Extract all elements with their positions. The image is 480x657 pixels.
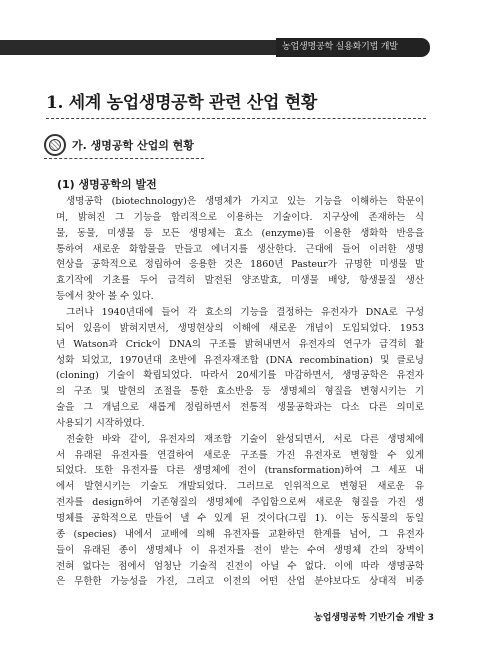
section-bullet-icon	[44, 134, 66, 156]
body-line: 물, 동물, 미생물 등 모든 생명체는 효소 (enzyme)를 이용한 생화학 반응을	[56, 227, 424, 239]
section-title: 가. 생명공학 산업의 현황	[72, 139, 194, 152]
body-line: 전술한 바와 같이, 유전자의 재조합 기술이 완성되면서, 서로 다른 생명체에	[66, 433, 424, 445]
running-header: 농업생명공학 실용화기법 개발	[282, 42, 398, 52]
chapter-title: 1. 세계 농업생명공학 관련 산업 현황	[46, 93, 317, 113]
body-line: 현상을 공학적으로 정립하여 응용한 것은 1860년 Pasteur가 규명한 미생물 발	[56, 259, 424, 271]
body-line: 그러나 1940년대에 들어 각 효소의 기능을 결정하는 유전자가 DNA로 구성	[66, 306, 424, 318]
body-line: 년 Watson과 Crick이 DNA의 구조를 밝혀내면서 유전자의 연구가 급격히 활	[56, 338, 424, 350]
page-footer: 농업생명공학 기반기술 개발 3	[314, 613, 434, 623]
title-divider	[46, 118, 426, 119]
body-line: 술을 그 개념으로 새롭게 정립하면서 전통적 생물공학과는 다소 다른 의미로	[56, 402, 424, 414]
body-line: 에서 발현시키는 기술도 개발되었다. 그러므로 인위적으로 변형된 새로운 유	[56, 481, 424, 493]
section-divider	[44, 158, 204, 159]
body-line: 생명공학 (biotechnology)은 생명체가 가지고 있는 기능을 이해하는 학문이	[66, 196, 424, 207]
body-line: 종 (species) 내에서 교배에 의해 유전자를 교환하던 한계를 넘어, 그 유전자	[56, 528, 424, 540]
body-line: 은 무한한 가능성을 가진, 그리고 이전의 어떤 산업 분야보다도 상대적 비중	[56, 576, 424, 588]
body-line: 전혀 없다는 점에서 엄청난 기술적 진전이 아닐 수 없다. 이에 따라 생명공학	[56, 560, 424, 572]
body-line: 등에서 찾아 볼 수 있다.	[56, 291, 154, 303]
body-line: 들이 유래된 종이 생명체나 이 유전자를 전이 받는 수여 생명체 간의 장벽이	[56, 544, 424, 556]
body-line: 되었다. 또한 유전자를 다른 생명체에 전이 (transformation)하여 그 세포 내	[56, 465, 424, 477]
body-line: 명체를 공학적으로 만들어 낼 수 있게 된 것이다(그림 1). 이는 동식물의 동일	[56, 513, 424, 524]
body-line: 성화 되었고, 1970년대 초반에 유전자재조합 (DNA recombination) 및 클로닝	[56, 354, 424, 366]
body-line: 서 유래된 유전자를 연결하여 새로운 구조를 가진 유전자로 변형할 수 있게	[56, 449, 424, 461]
body-line: 사용되기 시작하였다.	[56, 417, 145, 429]
body-line: 통하여 새로운 화합물을 만들고 에너지를 생산한다. 근대에 들어 이러한 생명	[56, 243, 424, 255]
body-line: 의 구조 및 발현의 조절을 통한 효소반응 등 생명체의 형질을 변형시키는 기	[56, 386, 424, 398]
body-line: 되어 있음이 밝혀지면서, 생명현상의 이해에 새로운 개념이 도입되었다. 1953	[56, 322, 424, 334]
body-line: (cloning) 기술이 확립되었다. 따라서 20세기를 마감하면서, 생명공학은 유전자	[56, 370, 424, 382]
body-line: 며, 밝혀진 그 기능을 합리적으로 이용하는 기술이다. 지구상에 존재하는 식	[56, 211, 424, 223]
body-line: 전자를 design하여 기존형질의 생명체에 주입함으로써 새로운 형질을 가진 생	[56, 497, 424, 509]
subsection-title: (1) 생명공학의 발전	[57, 178, 157, 191]
body-line: 효기작에 기초를 두어 급격히 발전된 양조발효, 미생물 배양, 항생물질 생산	[56, 275, 424, 287]
